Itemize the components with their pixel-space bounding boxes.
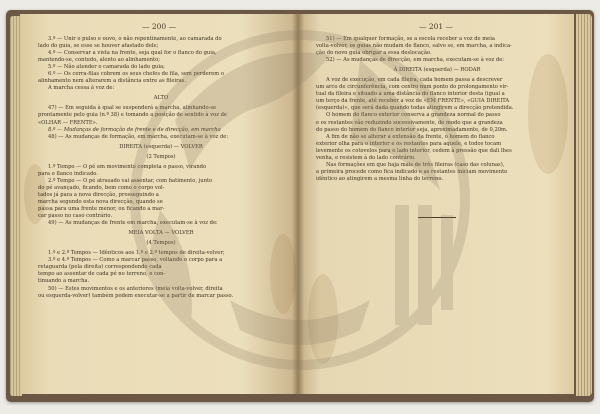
text-line: 47) — Em seguida à qual se suspenderá a marcha, alinhando-se bbox=[48, 105, 217, 112]
text-line: (2 Tempos) bbox=[146, 153, 176, 160]
text-line: alinhamento nem alterarem a distância entre as fileiras. bbox=[38, 78, 186, 85]
text-line: prontamente pelo guia (n.º 38) e tomando a posição de sentido à voz de bbox=[38, 112, 228, 119]
text-line: 48) — As mudanças de formação, em marcha, executam-se à voz de: bbox=[48, 133, 229, 140]
text-line: 5.º — Não atender o camarada do lado guia; bbox=[48, 64, 165, 71]
text-line: marcha segundo esta nova direcção, quando se bbox=[38, 198, 163, 205]
text-line: 4.º — Conservar a vista na frente, seja qual for o flanco do guia, bbox=[48, 50, 217, 57]
text-line: 49) — As mudanças de frente em marcha, executam-se à voz de: bbox=[48, 220, 218, 227]
page-text bbox=[38, 36, 284, 300]
text-line: do passo do homem do flanco interior seja, aproximadamente, de 0,20m. bbox=[316, 126, 508, 133]
text-line: (esquerda)», que será dada quando todas atingirem a direcção pretendida. bbox=[316, 105, 514, 112]
text-line: para o flanco indicado. bbox=[38, 170, 98, 177]
text-line: tual da fileira e situado a uma distância do flanco interior desta (igual a bbox=[316, 91, 505, 98]
text-line: 3.º e 4.º Tempos — Como a marcar passo, voltando o corpo para a bbox=[48, 257, 223, 264]
text-line: 8.º — Mudanças de formação de frente e de direcção, em marcha bbox=[48, 126, 221, 133]
text-line: «OLHAR — FRENTE». bbox=[38, 119, 98, 126]
text-line: DIREITA (esquerda) — VOLVER bbox=[119, 143, 203, 150]
section-divider bbox=[418, 217, 456, 218]
text-line: venha, e resistem à do lado contrário. bbox=[316, 154, 416, 161]
text-line: tempo ao assentar de cada pé no terreno, e con- bbox=[38, 271, 166, 278]
text-line: 3.º — Unir o pulso e ouvo, o não repentinamente, ao camarada do bbox=[48, 36, 222, 42]
page-text bbox=[316, 36, 558, 218]
text-line: volta-volver, os guias não mudam de flanco, salvo se, em marcha, a indica- bbox=[316, 43, 512, 50]
text-line: ou esquerda-volver) também podem executar-se a partir de marcar passo. bbox=[38, 292, 234, 299]
text-line: A fim de não se alterar a extensão da frente, o homem do flanco bbox=[326, 133, 495, 140]
text-line: 1.º e 2.º Tempos — Idênticos aos 1.º e 2.º tempos de direita-volver; bbox=[48, 250, 225, 257]
text-line: À DIREITA (esquerda) — RODAR bbox=[393, 67, 481, 74]
text-line: ALTO bbox=[153, 95, 169, 102]
text-line: exterior olha para o interior e os restantes para aquele, e todos tocam bbox=[316, 140, 501, 147]
text-line: um terço da frente, até receber a voz de «EM FRENTE», «GUIA DIREITA bbox=[316, 98, 510, 105]
text-line: ção do novo guia obrigar a essa deslocação. bbox=[316, 50, 432, 57]
text-line: do pé avançado, ficando, bem como o corpo vol- bbox=[38, 184, 165, 191]
text-line: tinuando a marcha. bbox=[38, 278, 90, 285]
text-line: O homem do flanco exterior conserva a grandeza normal do passo bbox=[326, 112, 501, 119]
text-line: lado do guia, se esse se houver afastado dele; bbox=[38, 43, 159, 50]
text-line: car passo no caso contrário. bbox=[38, 213, 113, 220]
page-number: — 200 — bbox=[141, 22, 177, 31]
text-line: 50) — Estes movimentos e os anteriores (meia volta-volver, direita bbox=[48, 285, 223, 292]
text-line: 52) — As mudanças de direcção, em marcha, executam-se à voz de: bbox=[326, 57, 505, 64]
text-line: mantendo-se, contudo, alento ao alinhamento; bbox=[38, 57, 160, 64]
text-line: a primeira procede como fica indicado e as restantes iniciam movimento bbox=[316, 168, 508, 175]
text-line: 51) — Em qualquer formação, se a escola receber a voz de meia bbox=[326, 36, 495, 42]
text-line: levemente os cotovelos para o lado interior, cedem à pressão que dali lhes bbox=[316, 147, 512, 154]
text-line: um arco de circunferência, com centro num ponto do prolongamento vir- bbox=[316, 84, 509, 91]
text-line: A voz de execução, em cada fileira, cada homem passa a descrever bbox=[326, 77, 503, 84]
left-page bbox=[20, 14, 298, 394]
page-number: — 201 — bbox=[418, 22, 454, 31]
text-line: e os restantes vão reduzindo sucessivamente, de modo que a grandeza bbox=[316, 119, 503, 126]
book-gutter bbox=[292, 14, 304, 394]
text-line: tados já para a nova direcção, prosseguindo a bbox=[38, 191, 159, 198]
text-line: idêntico ao atingirem a mesma linha do terreno. bbox=[316, 175, 444, 182]
text-line: MEIA VOLTA — VOLVER bbox=[128, 230, 194, 237]
text-line: (4 Tempos) bbox=[146, 240, 176, 247]
text-line: passa para uma frente menor, ou ficando a mar- bbox=[38, 206, 165, 213]
paper-stain bbox=[308, 274, 338, 364]
text-line: 2.º Tempo — O pé atrasado vai assentar, com batimento, junto bbox=[48, 177, 213, 184]
text-line: 1.º Tempo — O pé em movimento completa o passo, virando bbox=[48, 163, 207, 170]
right-page bbox=[298, 14, 574, 394]
text-line: 6.º — Os cerra-filas cobrem os seus chefes de fila, sem perderem o bbox=[48, 71, 224, 78]
text-line: A marcha cessa à voz de: bbox=[48, 85, 115, 92]
page-edges-right bbox=[576, 14, 592, 396]
text-line: Nas formações em que haja mais de três fileiras (caso das colunas), bbox=[326, 161, 505, 168]
text-line: retaguarda (pela direita) correspondendo cada bbox=[38, 264, 162, 271]
